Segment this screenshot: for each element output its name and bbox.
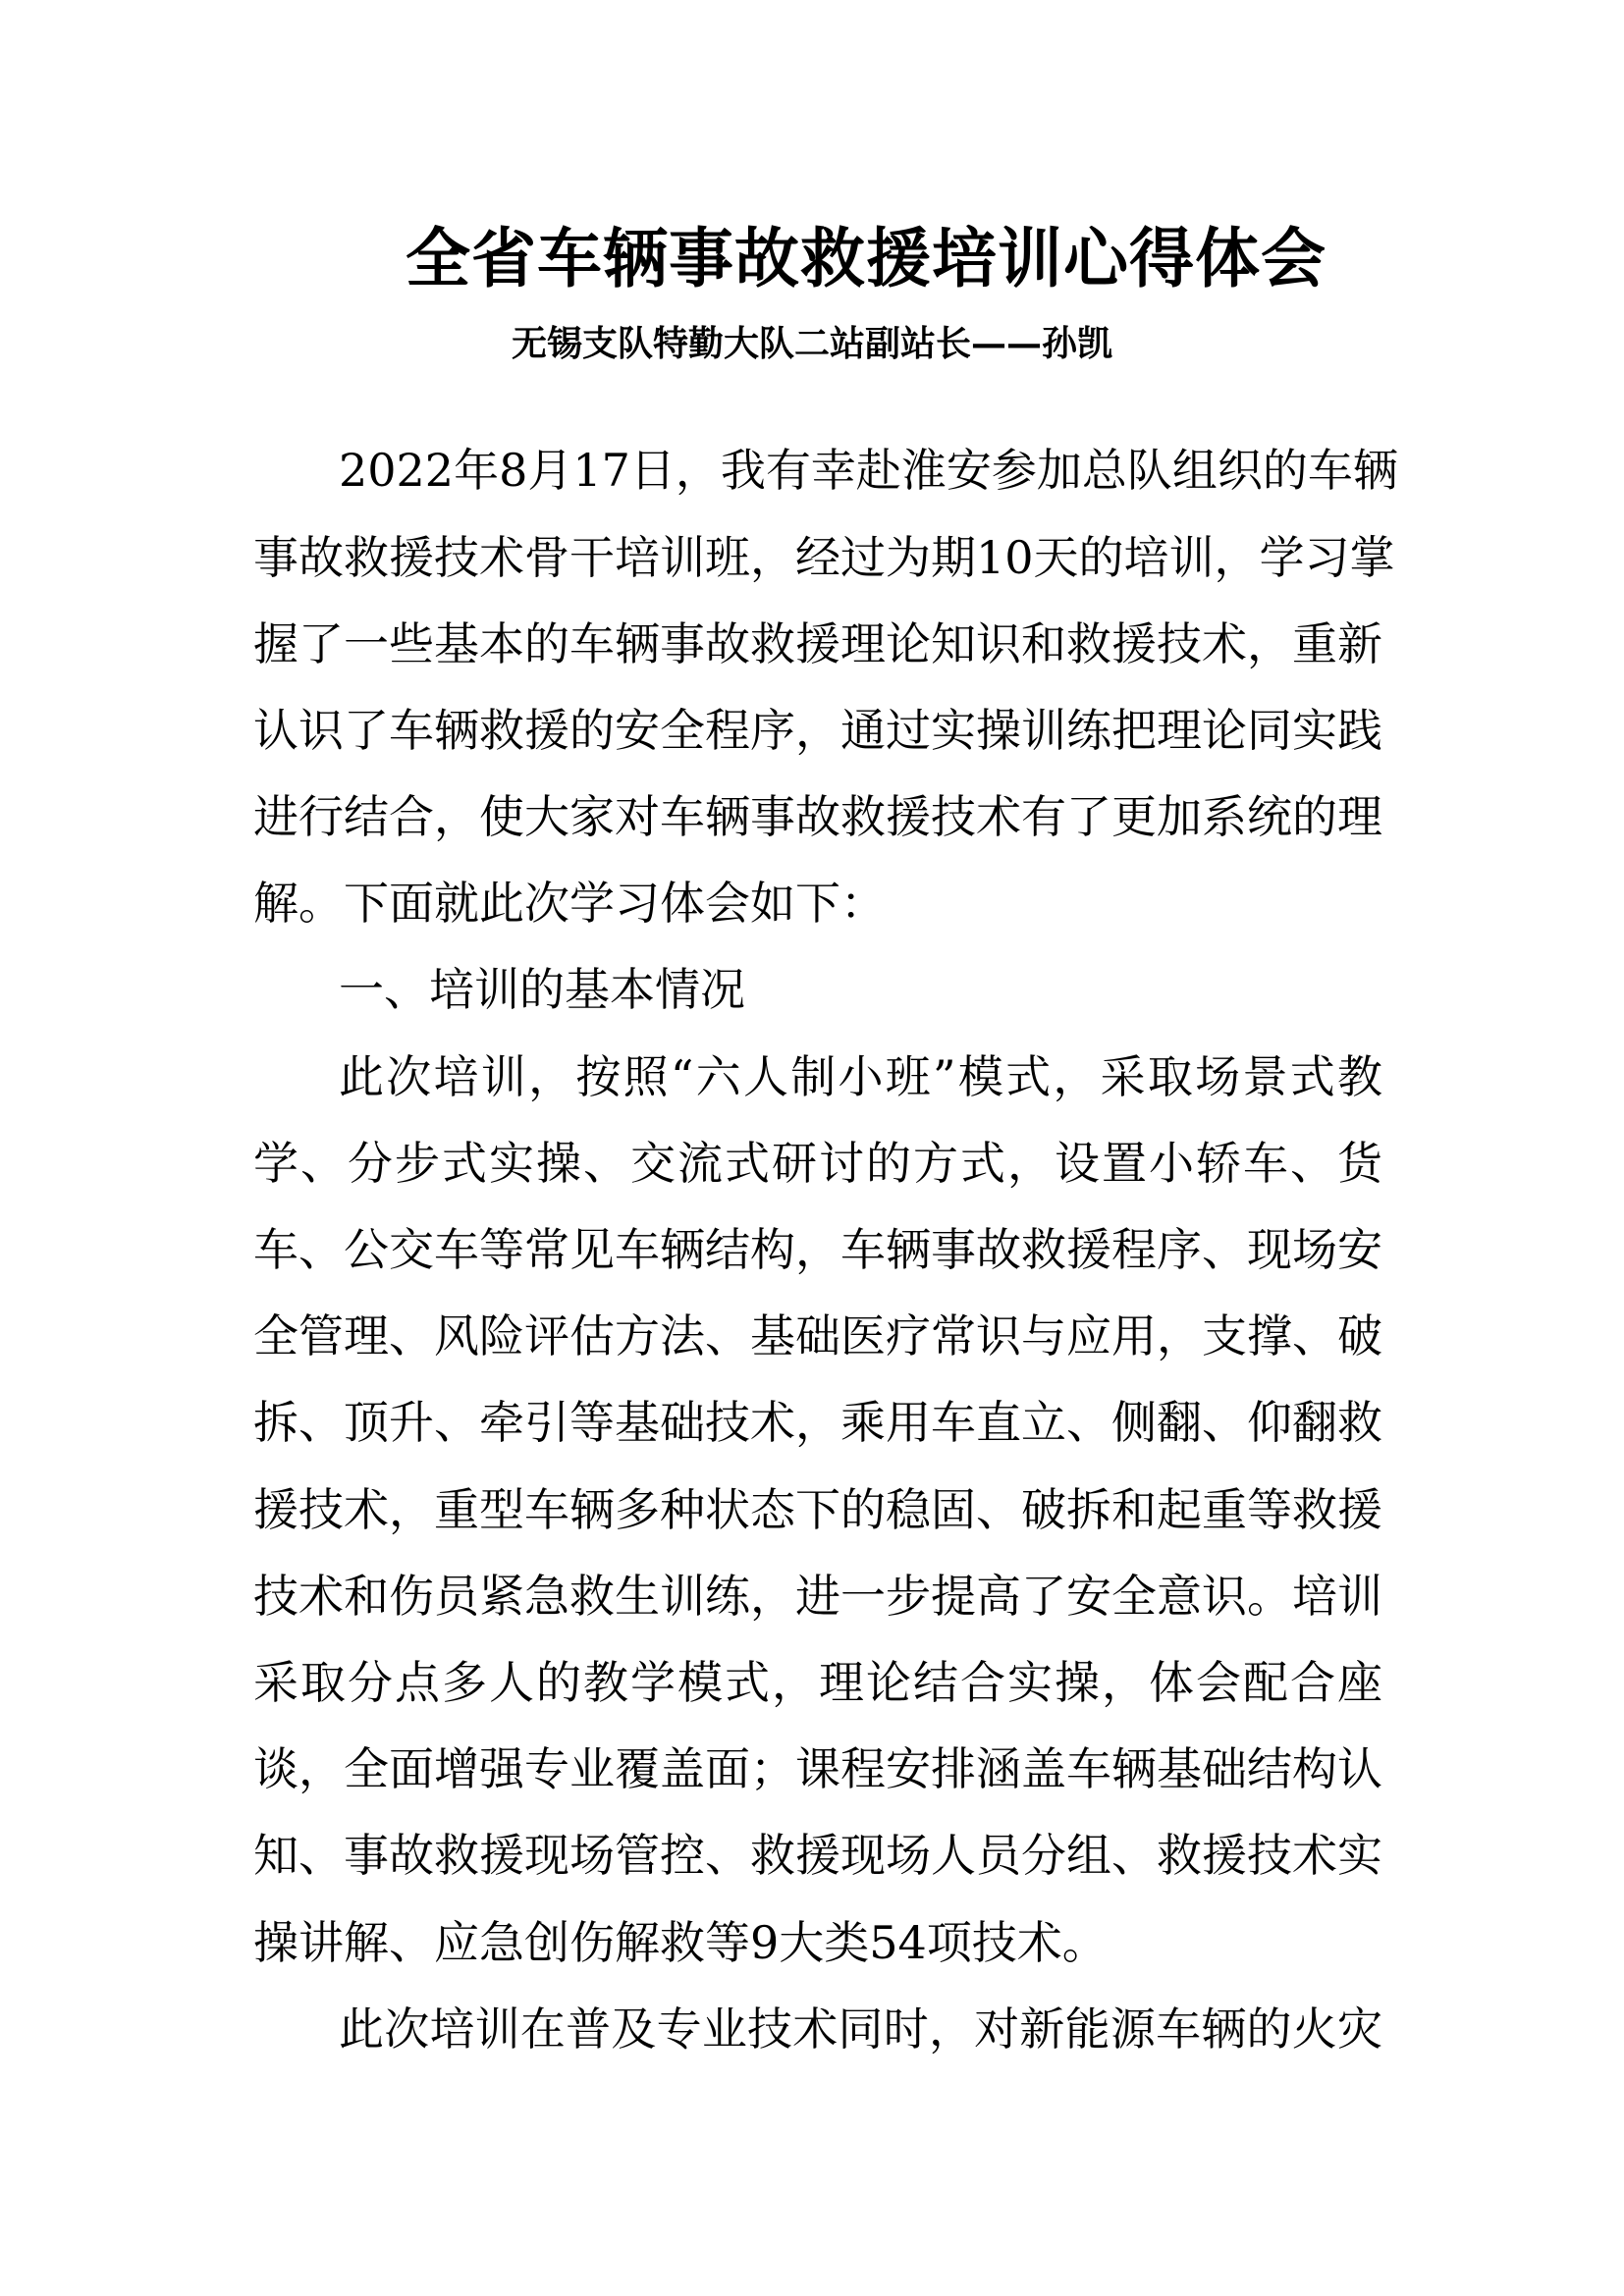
paragraph-line: 解。下面就此次学习体会如下： [253,877,886,930]
paragraph-line: 2022年8月17日，我有幸赴淮安参加总队组织的车辆 [339,444,1398,497]
paragraph-line: 谈，全面增强专业覆盖面；课程安排涵盖车辆基础结构认 [253,1742,1382,1795]
paragraph-line: 车、公交车等常见车辆结构，车辆事故救援程序、现场安 [253,1223,1382,1276]
paragraph-line: 操讲解、应急创伤解救等9大类54项技术。 [253,1916,1108,1969]
paragraph-line: 此次培训，按照“六人制小班”模式，采取场景式教 [339,1050,1382,1103]
paragraph-line: 学、分步式实操、交流式研讨的方式，设置小轿车、货 [253,1137,1382,1190]
paragraph-line: 全管理、风险评估方法、基础医疗常识与应用，支撑、破 [253,1309,1382,1362]
paragraph-line: 事故救援技术骨干培训班，经过为期10天的培训，学习掌 [253,531,1395,584]
paragraph-line: 此次培训在普及专业技术同时，对新能源车辆的火灾 [339,2002,1382,2056]
paragraph-line: 进行结合，使大家对车辆事故救援技术有了更加系统的理 [253,790,1382,843]
paragraph-line: 援技术，重型车辆多种状态下的稳固、破拆和起重等救援 [253,1483,1382,1536]
paragraph-line: 采取分点多人的教学模式，理论结合实操，体会配合座 [253,1656,1382,1709]
paragraph-line: 拆、顶升、牵引等基础技术，乘用车直立、侧翻、仰翻救 [253,1396,1382,1449]
document-subtitle: 无锡支队特勤大队二站副站长——孙凯 [511,323,1112,364]
paragraph-line: 握了一些基本的车辆事故救援理论知识和救援技术，重新 [253,617,1382,670]
document-title: 全省车辆事故救援培训心得体会 [406,220,1326,296]
section-heading: 一、培训的基本情况 [339,963,745,1016]
paragraph-line: 认识了车辆救援的安全程序，通过实操训练把理论同实践 [253,704,1382,757]
paragraph-line: 知、事故救援现场管控、救援现场人员分组、救援技术实 [253,1829,1382,1882]
paragraph-line: 技术和伤员紧急救生训练，进一步提高了安全意识。培训 [253,1570,1382,1623]
